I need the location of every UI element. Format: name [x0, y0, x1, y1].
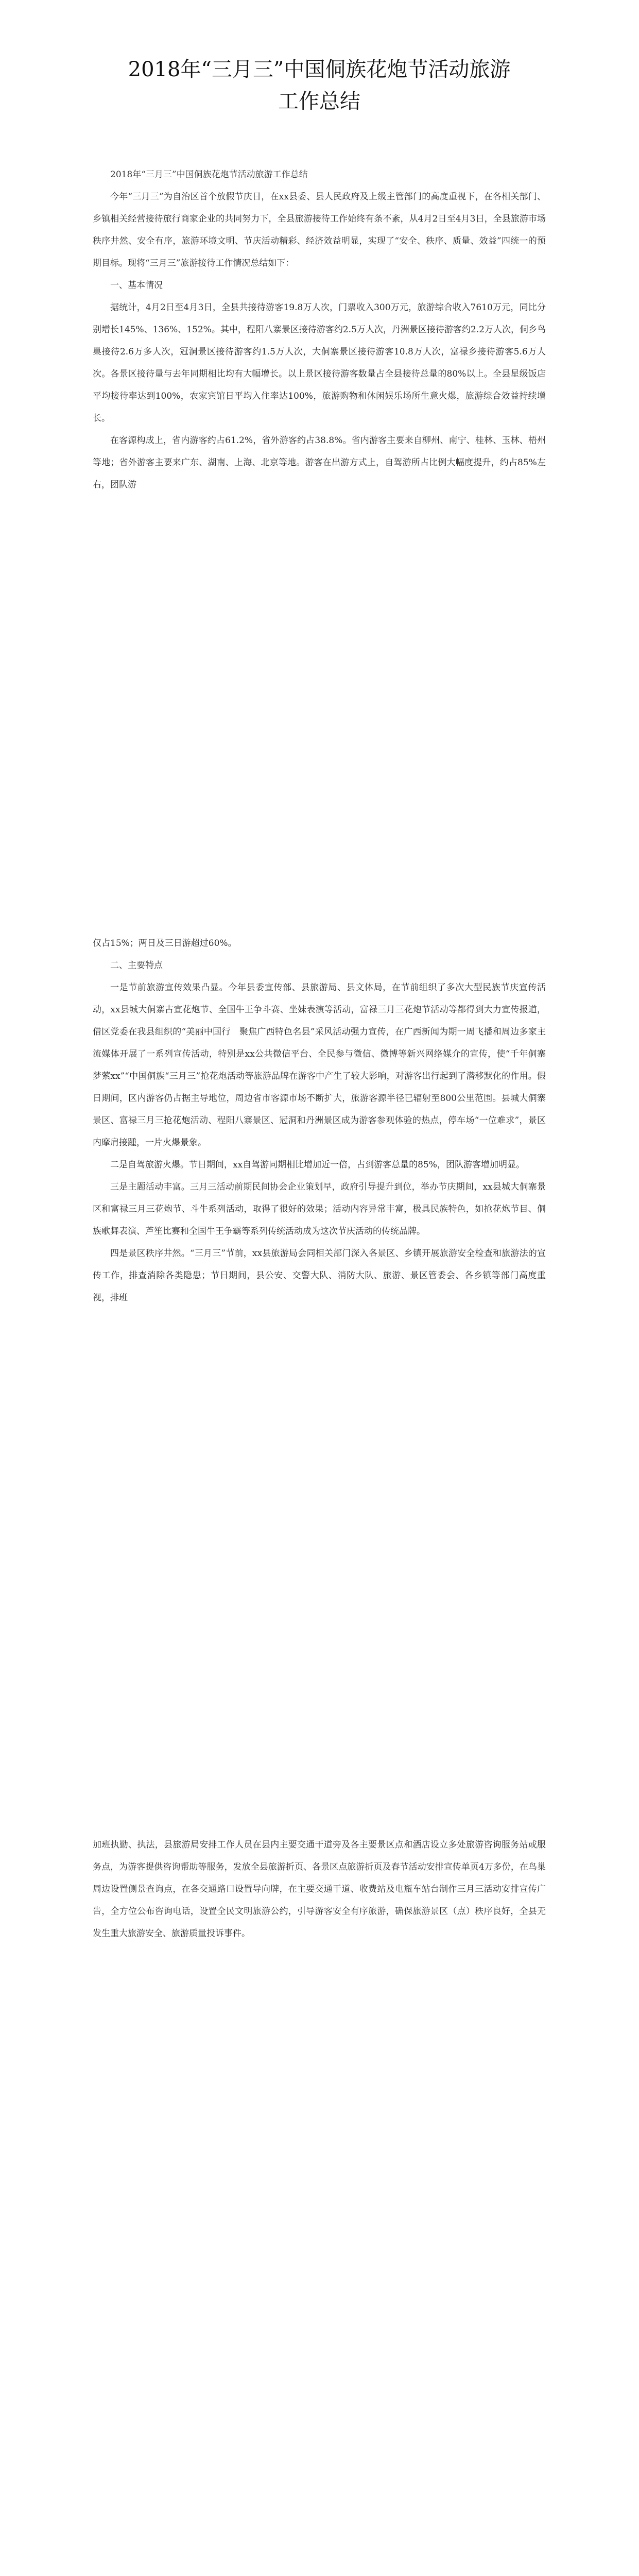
intro-paragraph: 今年“三月三”为自治区首个放假节庆日，在xx县委、县人民政府及上级主管部门的高度重视下，在各相关部门、乡镇相关经营接待旅行商家企业的共同努力下，全县旅游接待工作始终有条不紊，从4月2日至4月3日，全县旅游市场秩序井然、安全有序，旅游环境文明、节庆活动精彩、经济效益明显，实现了“安全、秩序、质量、效益”四统一的预期目标。现将“三月三”旅游接待工作情况总结如下： [93, 192, 546, 268]
section-2-paragraph-4-part-1: 四是景区秩序井然。“三月三”节前，xx县旅游局会同相关部门深入各景区、乡镇开展旅游安全检查和旅游法的宣传工作，排查消除各类隐患；节日期间，县公安、交警大队、消防大队、旅游、景区管委会、各乡镇等部门高度重视，排班 [93, 1248, 546, 1303]
page-1-body [93, 164, 546, 496]
page-2-body [93, 933, 555, 1309]
section-1-paragraph-2-part-2: 仅占15%；两日及三日游超过60%。 [93, 938, 237, 948]
section-1-heading: 一、基本情况 [110, 280, 163, 291]
section-1-paragraph-1: 据统计，4月2日至4月3日，全县共接待游客19.8万人次，门票收入300万元，旅游综合收入7610万元，同比分别增长145%、136%、152%。其中，程阳八寨景区接待游客约2.5万人次，丹洲景区接待游客约2.2万人次，侗乡鸟巢接待2.6万多人次，冠洞景区接待游客约1.5万人次，大侗寨景区接待游客10.8万人次，富禄乡接待游客5.6万人次。各景区接待量与去年同期相比均有大幅增长。以上景区接待游客数量占全县接待总量的80%以上。全县星级饭店平均接待率达到100%，农家宾馆日平均入住率达100%，旅游购物和休闲娱乐场所生意火爆，旅游综合效益持续增长。 [93, 302, 546, 423]
section-2-heading: 二、主要特点 [110, 960, 163, 971]
section-2-paragraph-3: 三是主题活动丰富。三月三活动前期民间协会企业策划早，政府引导提升到位，举办节庆期间，xx县城大侗寨景区和富禄三月三花炮节、斗牛系列活动，取得了很好的效果；活动内容异常丰富，极具民族特色，如抢花炮节目、侗族歌舞表演、芦笙比赛和全国牛王争霸等系列传统活动成为这次节庆活动的传统品牌。 [93, 1182, 546, 1236]
page-3-body [93, 1834, 546, 1945]
title-line-2: 工作总结 [278, 90, 360, 113]
section-2-paragraph-4-part-2: 加班执勤、执法，县旅游局安排工作人员在县内主要交通干道旁及各主要景区点和酒店设立多处旅游咨询服务站或服务点，为游客提供咨询帮助等服务，发放全县旅游折页、各景区点旅游折页及春节活动安排宣传单页4万多份，在鸟巢周边设置侧景查询点，在各交通路口设置导向牌，在主要交通干道、收费站及电瓶车站台制作三月三活动安排宣传广告，全方位公布咨询电话，设置全民文明旅游公约，引导游客安全有序旅游，确保旅游景区（点）秩序良好，全县无发生重大旅游安全、旅游质量投诉事件。 [93, 1840, 546, 1939]
section-2-paragraph-2: 二是自驾旅游火爆。节日期间，xx自驾游同期相比增加近一倍，占到游客总量的85%，团队游客增加明显。 [110, 1160, 525, 1170]
section-1-paragraph-2-part-1: 在客源构成上，省内游客约占61.2%，省外游客约占38.8%。省内游客主要来自柳州、南宁、桂林、玉林、梧州等地；省外游客主要来广东、湖南、上海、北京等地。游客在出游方式上，自驾游所占比例大幅度提升，约占85%左右，团队游 [93, 435, 546, 490]
document-title [72, 54, 566, 117]
document-subtitle: 2018年“三月三”中国侗族花炮节活动旅游工作总结 [110, 170, 308, 180]
section-2-paragraph-1: 一是节前旅游宣传效果凸显。今年县委宣传部、县旅游局、县文体局，在节前组织了多次大型民族节庆宣传活动，xx县城大侗寨古宣花炮节、全国牛王争斗赛、坐妹表演等活动，富禄三月三花炮节活动等都得到大力宣传报道，借区党委在我县组织的“美丽中国行 聚焦广西特色名县”采风活动强力宣传，在广西新闻为期一周飞播和周边多家主流媒体开展了一系列宣传活动，特别是xx公共微信平台、全民参与微信、微博等新兴网络媒介的宣传，使“千年侗寨 梦萦xx”“中国侗族“三月三”抢花炮活动等旅游品牌在游客中产生了较大影响，对游客出行起到了潜移默化的作用。假日期间，区内游客仍占据主导地位，周边省市客源市场不断扩大，旅游客源半径已辐射至800公里范围。县城大侗寨景区、富禄三月三抢花炮活动、程阳八寨景区、冠洞和丹洲景区成为游客参观体验的热点，停车场“一位难求”，景区内摩肩接踵，一片火爆景象。 [93, 982, 555, 1148]
title-line-1: 2018年“三月三”中国侗族花炮节活动旅游 [128, 58, 511, 81]
